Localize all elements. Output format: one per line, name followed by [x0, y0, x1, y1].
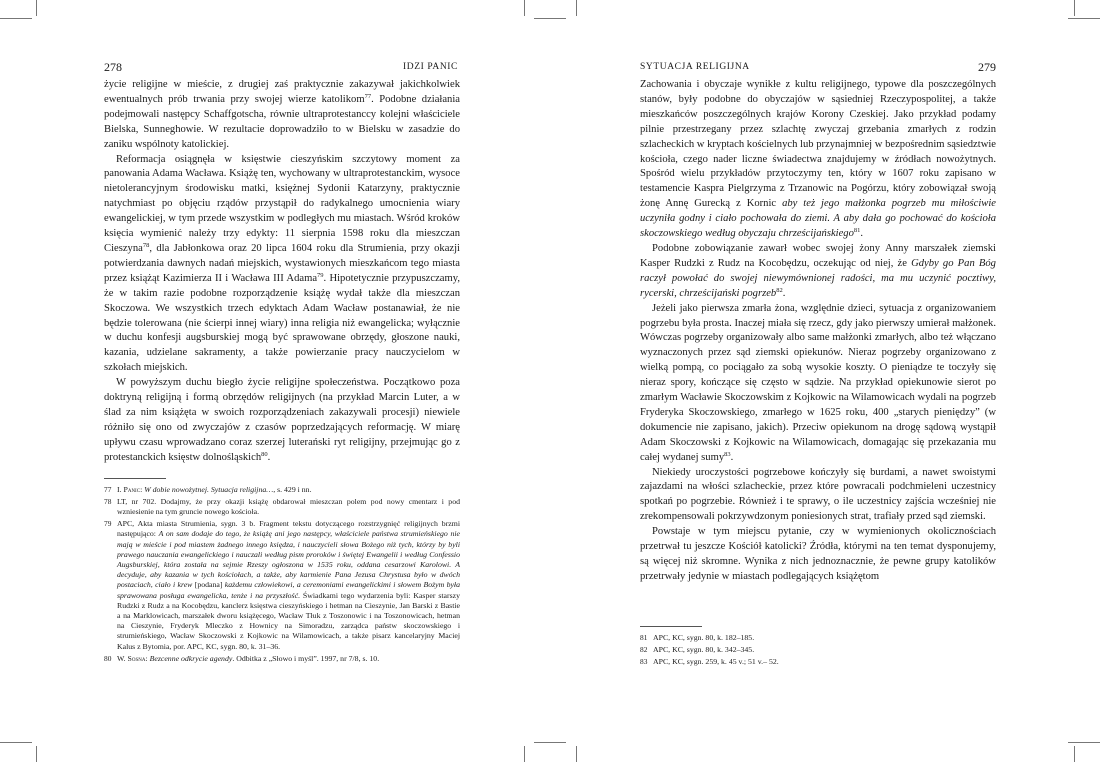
crop-mark	[576, 0, 577, 16]
left-page	[104, 60, 460, 663]
text-run: [podana]	[194, 580, 225, 590]
text-run: . Świadkami tego wydarzenia byli: Kasper starszy Rudzki z Rudz a na Kocobędzu, kanclerz księstwa cieszyńskiego i hetman na Cieszynie, Jan Barski z Bastie a na Marklowicach, marszałek dworu książęcego, Wacław Tłuk z Toszonowic i na Toszonowicach, hetman na Cieszynie, Fryderyk Mleczko z Hownicy na Simoradzu, zarządca państw skoczowskiego i strumieńskiego, Wacław Skoczowski z Kojkowic na Wilamowicach, a także pisarz kancelaryjny Maciej Kalus z Bytomia, por. APC, KC, sygn. 80, k. 31–36.	[117, 590, 460, 651]
page-number: 278	[104, 60, 122, 74]
page-number: 279	[978, 60, 996, 74]
italic-text: Gdyby go Pan Bóg raczył powołać do swojej niewymównionej radości, ma mu uczynić pocztiwy, rycerski, chrześcijański pogrzeb	[640, 257, 996, 299]
italic-text: Bezcenne odkrycie agendy	[149, 653, 233, 663]
footnote	[640, 645, 996, 655]
author-name: Panic	[123, 484, 141, 494]
paragraph	[640, 466, 996, 526]
text-run: APC, Akta miasta Strumienia, sygn. 3 b. Fragment tekstu dotyczącego rozstrzygnięć religijnych brzmi następująco:	[117, 519, 460, 539]
footnote-ref[interactable]: 83	[724, 450, 731, 458]
running-header	[640, 60, 996, 78]
footnote	[104, 497, 460, 517]
text-run: .	[267, 451, 271, 463]
crop-mark	[1074, 0, 1075, 16]
paragraphs	[640, 78, 996, 585]
crop-mark	[36, 746, 37, 762]
footnote-block	[640, 626, 996, 670]
text-run: I.	[117, 484, 124, 494]
text-run: Powstaje w tym miejscu pytanie, czy w wymienionych okolicznościach przetrwał tu jeszcze Kościół katolicki? Źródła, którymi na ten temat dysponujemy, są więcej niż skromne. Wynika z nich jednoznacznie, że pewne grupy katolików przetrwały jedynie w miastach podlegających książętom	[640, 526, 996, 582]
page-body	[104, 78, 460, 666]
italic-text: A on sam dodaje do tego, że książę ani jego następcy, właściciele państwa strumieńskiego nie mają w mieście i pod miastem żadnego innego księdza, i nauczycieli słowa Bożego niż tych, którzy by byli prawego nauczania ewangelickiego i nauczali według pism proroków i świętej Ewangelii i według Confessio Augsburskiej, która została na sejmie Rzeszy ogłoszona w 1535 roku, oddana cesarzowi Karolowi. A decyduje, aby kazania w tych kościołach, a także, aby karmienie Pana Jezusa Chrystusa było w dwóch postaciach, ciało i krew	[117, 529, 460, 590]
text-run: .	[730, 451, 734, 463]
text-run: :	[145, 653, 150, 663]
running-header	[104, 60, 460, 78]
footnote-ref[interactable]: 78	[142, 241, 150, 249]
footnote-ref[interactable]: 77	[364, 92, 372, 100]
footnote-number: 83	[640, 657, 648, 667]
footnotes	[104, 485, 460, 664]
text-run: , dla Jabłonkowa oraz 20 lipca 1604 roku dla Strumienia, przy okazji potwierdzania dawnych nadań miejskich, wystawionych mieszkańcom tego miasta przez książąt Kazimierza II i Wacława III Adama	[104, 242, 460, 284]
text-run: APC, KC, sygn. 259, k. 45 v.; 51 v.– 52.	[653, 657, 779, 667]
footnote-ref[interactable]: 82	[776, 286, 783, 294]
crop-mark	[1068, 742, 1100, 743]
italic-text: każdemu człowiekowi, a ceremoniami ewangelickimi i słowem Bożym była sprawowana posługa ewangelicka, tenże i na przyszłość	[117, 580, 460, 600]
text-run: Podobne zobowiązanie zawarł wobec swojej żony Anny marszałek ziemski Kasper Rudzki z Rudz na Kocobędzu, oczekując od niej, że	[640, 242, 996, 269]
footnote-ref[interactable]: 79	[317, 271, 324, 279]
paragraph	[640, 242, 996, 302]
footnote	[640, 633, 996, 643]
right-page	[640, 60, 996, 667]
text-run: W powyższym duchu biegło życie religijne społeczeństwa. Początkowo poza doktryną religijną i formą obrzędów religijnych (na przykład Marcin Luter, a w ślad za nim książęta w swoich rozporządzeniach zakazywali procesji) niewiele różniło się ono od zwyczajów z czasów poprzedzających reformację. W miarę upływu czasu wprowadzano coraz szerzej luterański ryt religijny, przejmując go z protestanckich księstw dolnośląskich	[104, 377, 460, 463]
crop-mark	[534, 18, 566, 19]
text-run: . Odbitka z „Słowo i myśl”. 1997, nr 7/8, s. 10.	[232, 653, 380, 663]
text-run: W.	[117, 653, 128, 663]
crop-mark	[576, 746, 577, 762]
footnote-number: 82	[640, 645, 648, 655]
text-run: :	[140, 484, 145, 494]
text-run: Reformacja osiągnęła w księstwie cieszyńskim szczytowy moment za panowania Adama Wacława. Książę ten, wychowany w ultraprotestanckim, wysoce nietolerancyjnym środowisku matki, księżnej Sydonii Katarzyny, praktycznie natychmiast po objęciu rządów przystąpił do radykalnego umocnienia wiary ewangelickiej, w tym przede wszystkim w podległych mu miastach. Wśród kroków księcia wymienić należy trzy edykty: 11 sierpnia 1598 roku dla mieszczan Cieszyna	[104, 153, 460, 254]
text-run: . Hipotetycznie przypuszczamy, że w takim razie podobne rozporządzenie książę wydał także dla mieszczan Skoczowa. We wszystkich trzech edyktach Adam Wacław postanawiał, że nie będzie tolerowana (nie ścierpi innej wiary) inna religia niż ewangelicka; wyłącznie w duchu konfesji augsburskiej mogą być sprawowane obrzędy, głoszone nauki, kazania, udzielane sakramenty, a także powierzanie pracy nauczycielom w szkołach miejskich.	[104, 272, 460, 374]
footnote-number: 80	[104, 653, 112, 663]
text-run: .	[782, 287, 786, 299]
author-name: Sosna	[127, 653, 146, 663]
footnote	[104, 485, 460, 495]
page-body	[640, 78, 996, 585]
footnote-ref[interactable]: 80	[261, 450, 268, 458]
footnote	[104, 654, 460, 664]
footnote-ref[interactable]: 81	[853, 227, 861, 235]
text-run: życie religijne w mieście, z drugiej zaś praktycznie zakazywał jakichkolwiek ewentualnych prób trwania przy swojej wierze katolikom	[104, 79, 460, 105]
italic-text: aby też jego małżonka pogrzeb mu miłościwie uczyniła godny i ciało pochowała do ziemi. A aby dała go pochować do kościoła skoczowskiego według obyczaju chrześcijańskiego	[640, 198, 996, 240]
paragraph	[640, 302, 996, 466]
crop-mark	[1068, 18, 1100, 19]
text-run: LT, nr 702. Dodajmy, że przy okazji książę obdarował mieszczan polem pod nowy cmentarz i pod wzniesienie na tym gruncie nowego kościoła.	[117, 496, 460, 516]
footnote	[640, 657, 996, 667]
text-run: , s. 429 i nn.	[273, 484, 312, 494]
crop-mark	[524, 0, 525, 16]
footnote-separator	[104, 478, 166, 479]
text-run: Niekiedy uroczystości pogrzebowe kończyły się burdami, a nawet swoistymi zajazdami na włości szlacheckie, przez które powracali podchmieleni uczestnicy spotkań po pogrzebie. Również i te sprawy, o ile uczestnicy zajścia wcześniej nie zrekompensowali pokrzywdzonym poniesionych strat, trafiały przed sąd ziemski.	[640, 466, 996, 523]
paragraph	[104, 78, 460, 153]
paragraph	[640, 525, 996, 585]
crop-mark	[1074, 746, 1075, 762]
running-head-chapter: SYTUACJA RELIGIJNA	[640, 62, 750, 72]
footnote-number: 77	[104, 484, 112, 494]
footnote-number: 81	[640, 633, 648, 642]
text-run: APC, KC, sygn. 80, k. 342–345.	[653, 645, 755, 655]
footnote-number: 78	[104, 496, 112, 506]
crop-mark	[0, 18, 32, 19]
paragraph	[104, 376, 460, 465]
footnote-separator	[640, 626, 702, 627]
text-run: APC, KC, sygn. 80, k. 182–185.	[653, 633, 755, 642]
crop-mark	[0, 742, 32, 743]
footnotes	[640, 633, 996, 668]
text-run: . Podobne działania podejmowali następcy Schaffgotscha, równie ultraprotestanccy kolejni właściciele Bielska, Sunneghowie. W rezultacie doprowadziło to w Bielsku w zasadzie do zaniku wspólnoty katolickiej.	[104, 93, 460, 150]
footnote-number: 79	[104, 519, 112, 529]
text-run: Zachowania i obyczaje wynikłe z kultu religijnego, typowe dla poszczególnych stanów, były podobne do obyczajów w sąsiedniej Rzeczypospolitej, a także mieszkańców poszczególnych krajów Korony Czeskiej. Jako przykład podamy pilnie przestrzegany przez szlachtę zwyczaj grzebania zmarłych z rodzin szlacheckich w kryptach kościelnych lub przynajmniej w bezpośrednim sąsiedztwie kościoła, czego nader liczne świadectwa znajdujemy w źródłach nowożytnych. Spośród wielu przykładów przytoczymy ten, który w 1607 roku zapisano w testamencie Kaspra Pielgrzyma z Trzanowic na Pogórzu, który zobowiązał swoją żonę Annę Gurecką z Kornic	[640, 79, 996, 210]
footnote	[104, 519, 460, 652]
running-head-author: IDZI PANIC	[403, 62, 458, 72]
crop-mark	[524, 746, 525, 762]
text-run: .	[860, 228, 864, 240]
italic-text: W dobie nowożytnej. Sytuacja religijna…	[144, 484, 274, 494]
crop-mark	[534, 742, 566, 743]
crop-mark	[36, 0, 37, 16]
paragraph	[640, 78, 996, 242]
text-run: Jeżeli jako pierwsza zmarła żona, względnie dzieci, sytuacja z organizowaniem pogrzebu była prosta. Inaczej miała się rzecz, gdy jako pierwszy umierał małżonek. Wówczas pogrzeby organizowały albo same małżonki zmarłych, albo też włączano wyznaczonych przez sąd ziemski opiekunów. Nieraz pogrzeby organizowano z wielką pompą, co pociągało za sobą wysokie koszty. O pieniądze te toczyły się nieraz spory, kończące się często w sądzie. Na przykład opiekunowie sierot po zmarłym Wacławie Skoczowskim z Kojkowic na Wilamowicach wydali na pogrzeb Fryderyka Skoczowskiego, zmarłego w 1625 roku, 400 „starych pieniędzy” (w dokumencie nie zapisano, jakich). Przeciw opiekunom na drogę sądową wystąpił Adam Skoczowski z Kojkowic na Wilamowicach, domagając się przekazania mu całej wydanej sumy	[640, 302, 996, 463]
paragraphs	[104, 78, 460, 466]
paragraph	[104, 153, 460, 377]
